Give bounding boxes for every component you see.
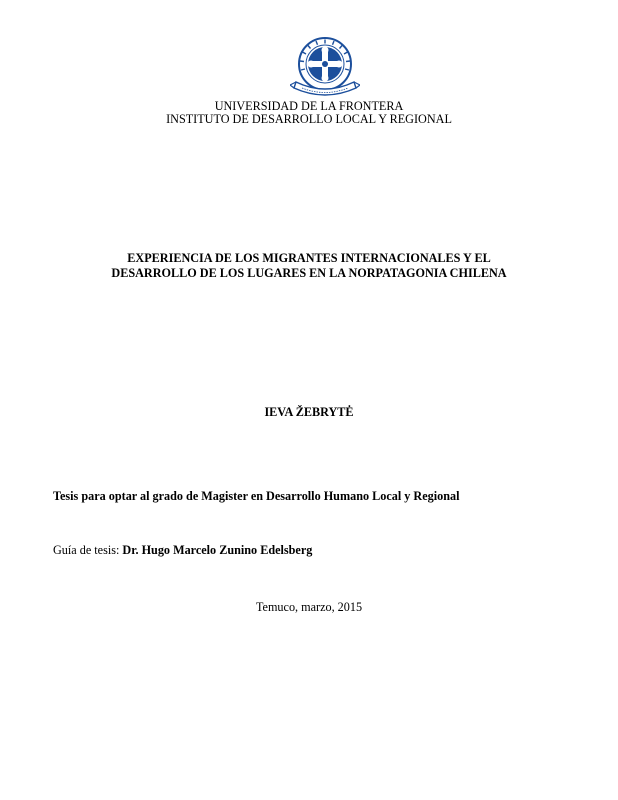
university-name: UNIVERSIDAD DE LA FRONTERA (214, 99, 404, 113)
degree-statement: Tesis para optar al grado de Magister en Desarrollo Humano Local y Regional (53, 489, 460, 503)
university-seal-icon (290, 36, 360, 98)
place-and-date: Temuco, marzo, 2015 (255, 600, 363, 614)
institute-name: INSTITUTO DE DESARROLLO LOCAL Y REGIONAL (166, 112, 452, 126)
advisor-label: Guía de tesis: (53, 543, 120, 557)
author-name: IEVA ŽEBRYTĖ (264, 405, 354, 419)
thesis-title-line-2: DESARROLLO DE LOS LUGARES EN LA NORPATAGONIA CHILENA (111, 266, 507, 280)
advisor-name: Dr. Hugo Marcelo Zunino Edelsberg (122, 543, 313, 557)
thesis-title-line-1: EXPERIENCIA DE LOS MIGRANTES INTERNACIONALES Y EL (127, 251, 491, 265)
thesis-advisor (53, 543, 312, 557)
